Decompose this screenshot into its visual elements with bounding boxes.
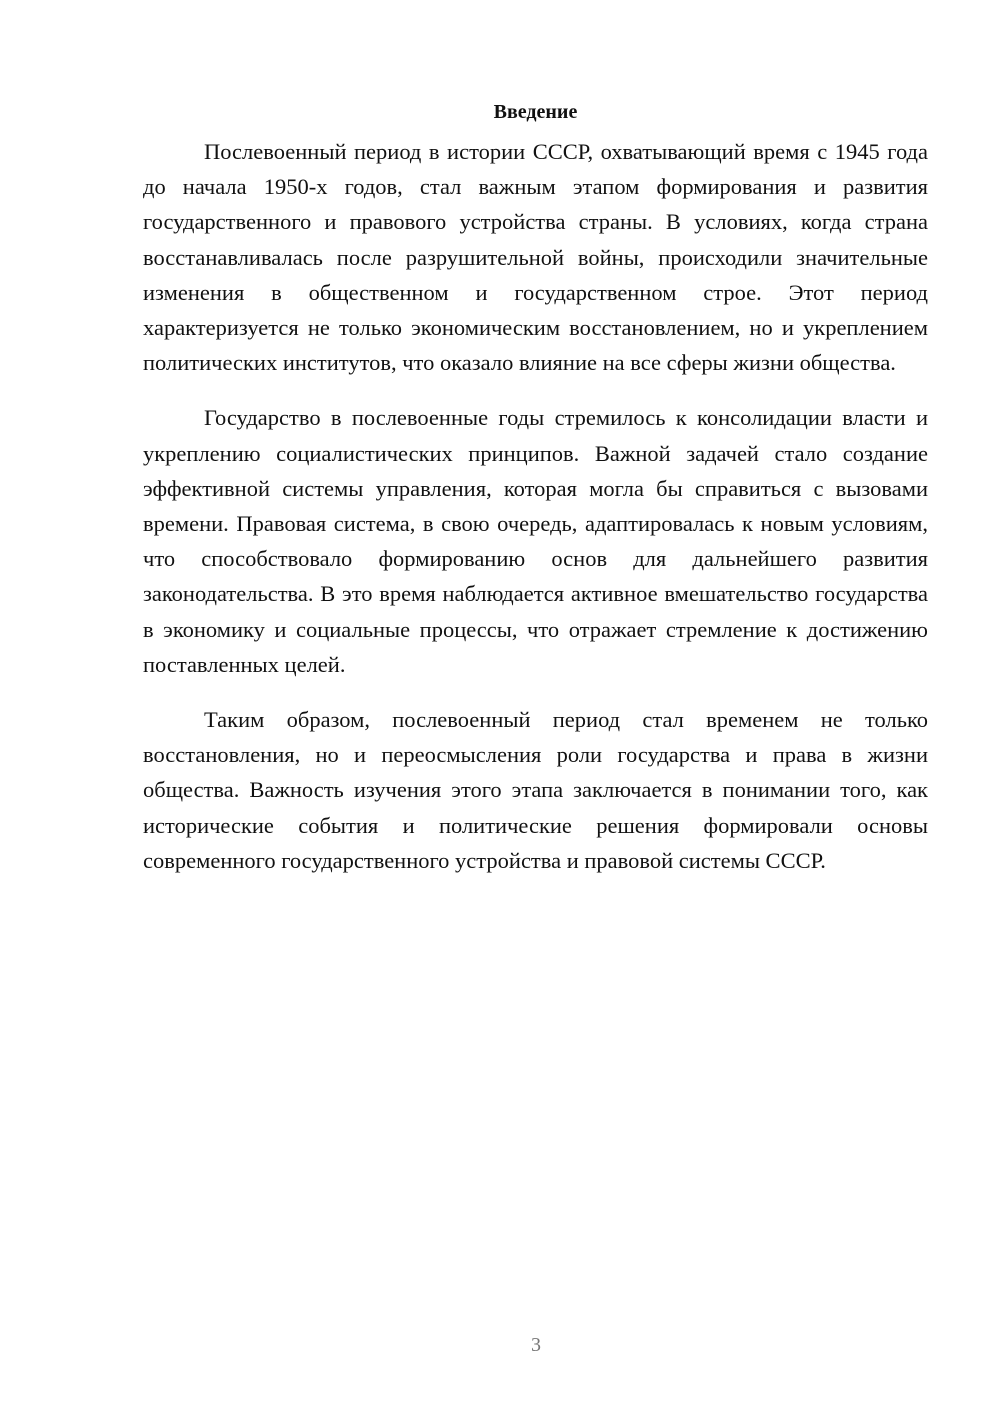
- paragraph-1: Послевоенный период в истории СССР, охватывающий время с 1945 года до начала 1950-х годов, стал важным этапом формирования и развития государственного и правового устройства страны. В условиях, когда страна восстанавливалась после разрушительной войны, происходили значительные изменения в общественном и государственном строе. Этот период характеризуется не только экономическим восстановлением, но и укреплением политических институтов, что оказало влияние на все сферы жизни общества.: [143, 139, 928, 376]
- page-number: 3: [531, 1334, 541, 1356]
- section-title: Введение: [493, 101, 578, 123]
- paragraph-3: Таким образом, послевоенный период стал временем не только восстановления, но и переосмысления роли государства и права в жизни общества. Важность изучения этого этапа заключается в понимании того, как исторические события и политические решения формировали основы современного государственного устройства и правовой системы СССР.: [143, 707, 928, 873]
- page-content: [143, 98, 928, 878]
- paragraph-2: Государство в послевоенные годы стремилось к консолидации власти и укреплению социалистических принципов. Важной задачей стало создание эффективной системы управления, которая могла бы справиться с вызовами времени. Правовая система, в свою очередь, адаптировалась к новым условиям, что способствовало формированию основ для дальнейшего развития законодательства. В это время наблюдается активное вмешательство государства в экономику и социальные процессы, что отражает стремление к достижению поставленных целей.: [143, 405, 928, 677]
